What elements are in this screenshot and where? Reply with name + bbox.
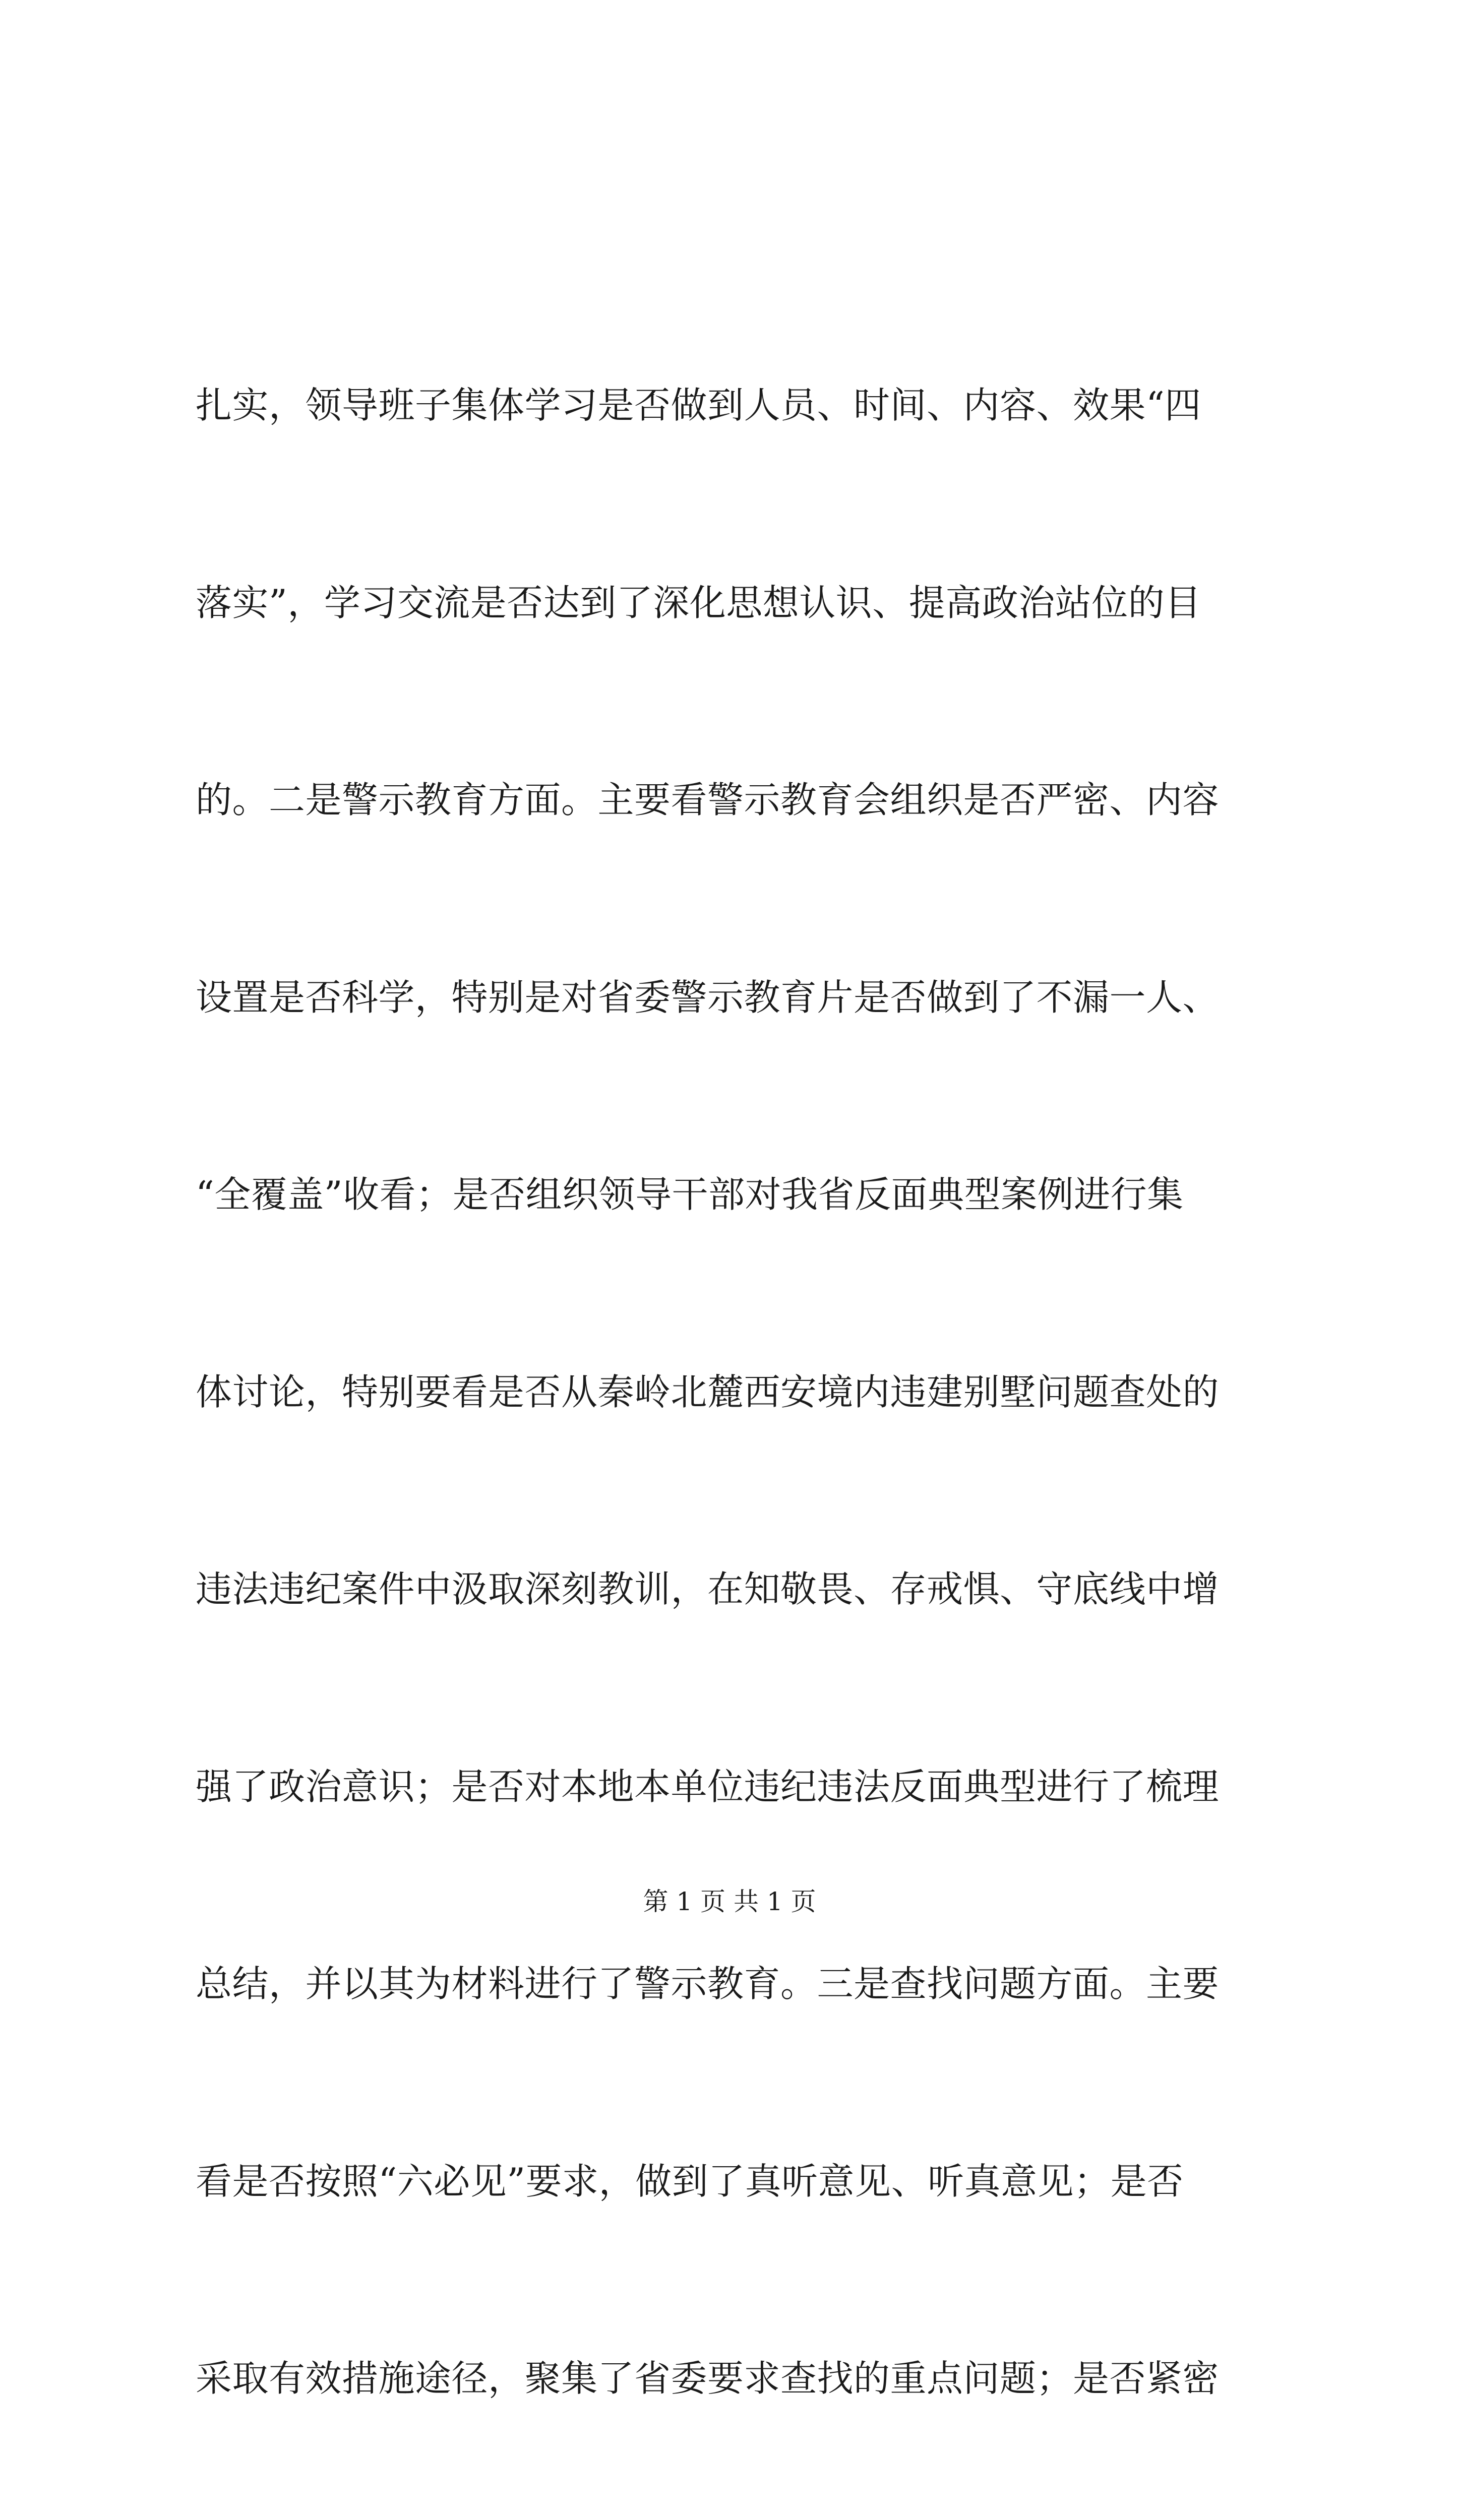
text-line: 总结，并以其为材料进行了警示教育。三是查找问题方面。主要 [196,1963,1220,2005]
text-line: 看是否按照“六必见”要求，做到了真听意见、听真意见；是否 [196,2160,1184,2202]
page-footer: 第 1 页 共 1 页 [643,1887,816,1916]
text-line: 设置是否科学，特别是对省委警示教育片是否做到了不漏一人、 [196,976,1220,1019]
body-paragraph [196,241,1285,2520]
text-line: 的。二是警示教育方面。主要看警示教育会组织是否严密、内容 [196,779,1220,821]
text-line: 违法违纪案件中汲取深刻教训，在知敬畏、存戒惧、守底线中增 [196,1568,1220,1610]
text-line: 采取有效措施途径，聚集了省委要求查找的重点问题；是否紧密 [196,2357,1220,2400]
text-line: 扎实，领导班子集体学习是否做到人员、时间、内容、效果“四 [196,384,1201,426]
text-line: 落实”，学习交流是否达到了深化思想认识、提高政治站位的目 [196,581,1201,624]
text-line: “全覆盖”收看；是否组织领导干部对我省反面典型案例进行集 [196,1173,1184,1216]
text-line: 体讨论，特别要看是否从秦岭北麓西安境内违建别墅问题查处的 [196,1370,1220,1413]
text-line: 强了政治意识；是否对本地本单位违纪违法反面典型进行了梳理 [196,1765,1220,1808]
